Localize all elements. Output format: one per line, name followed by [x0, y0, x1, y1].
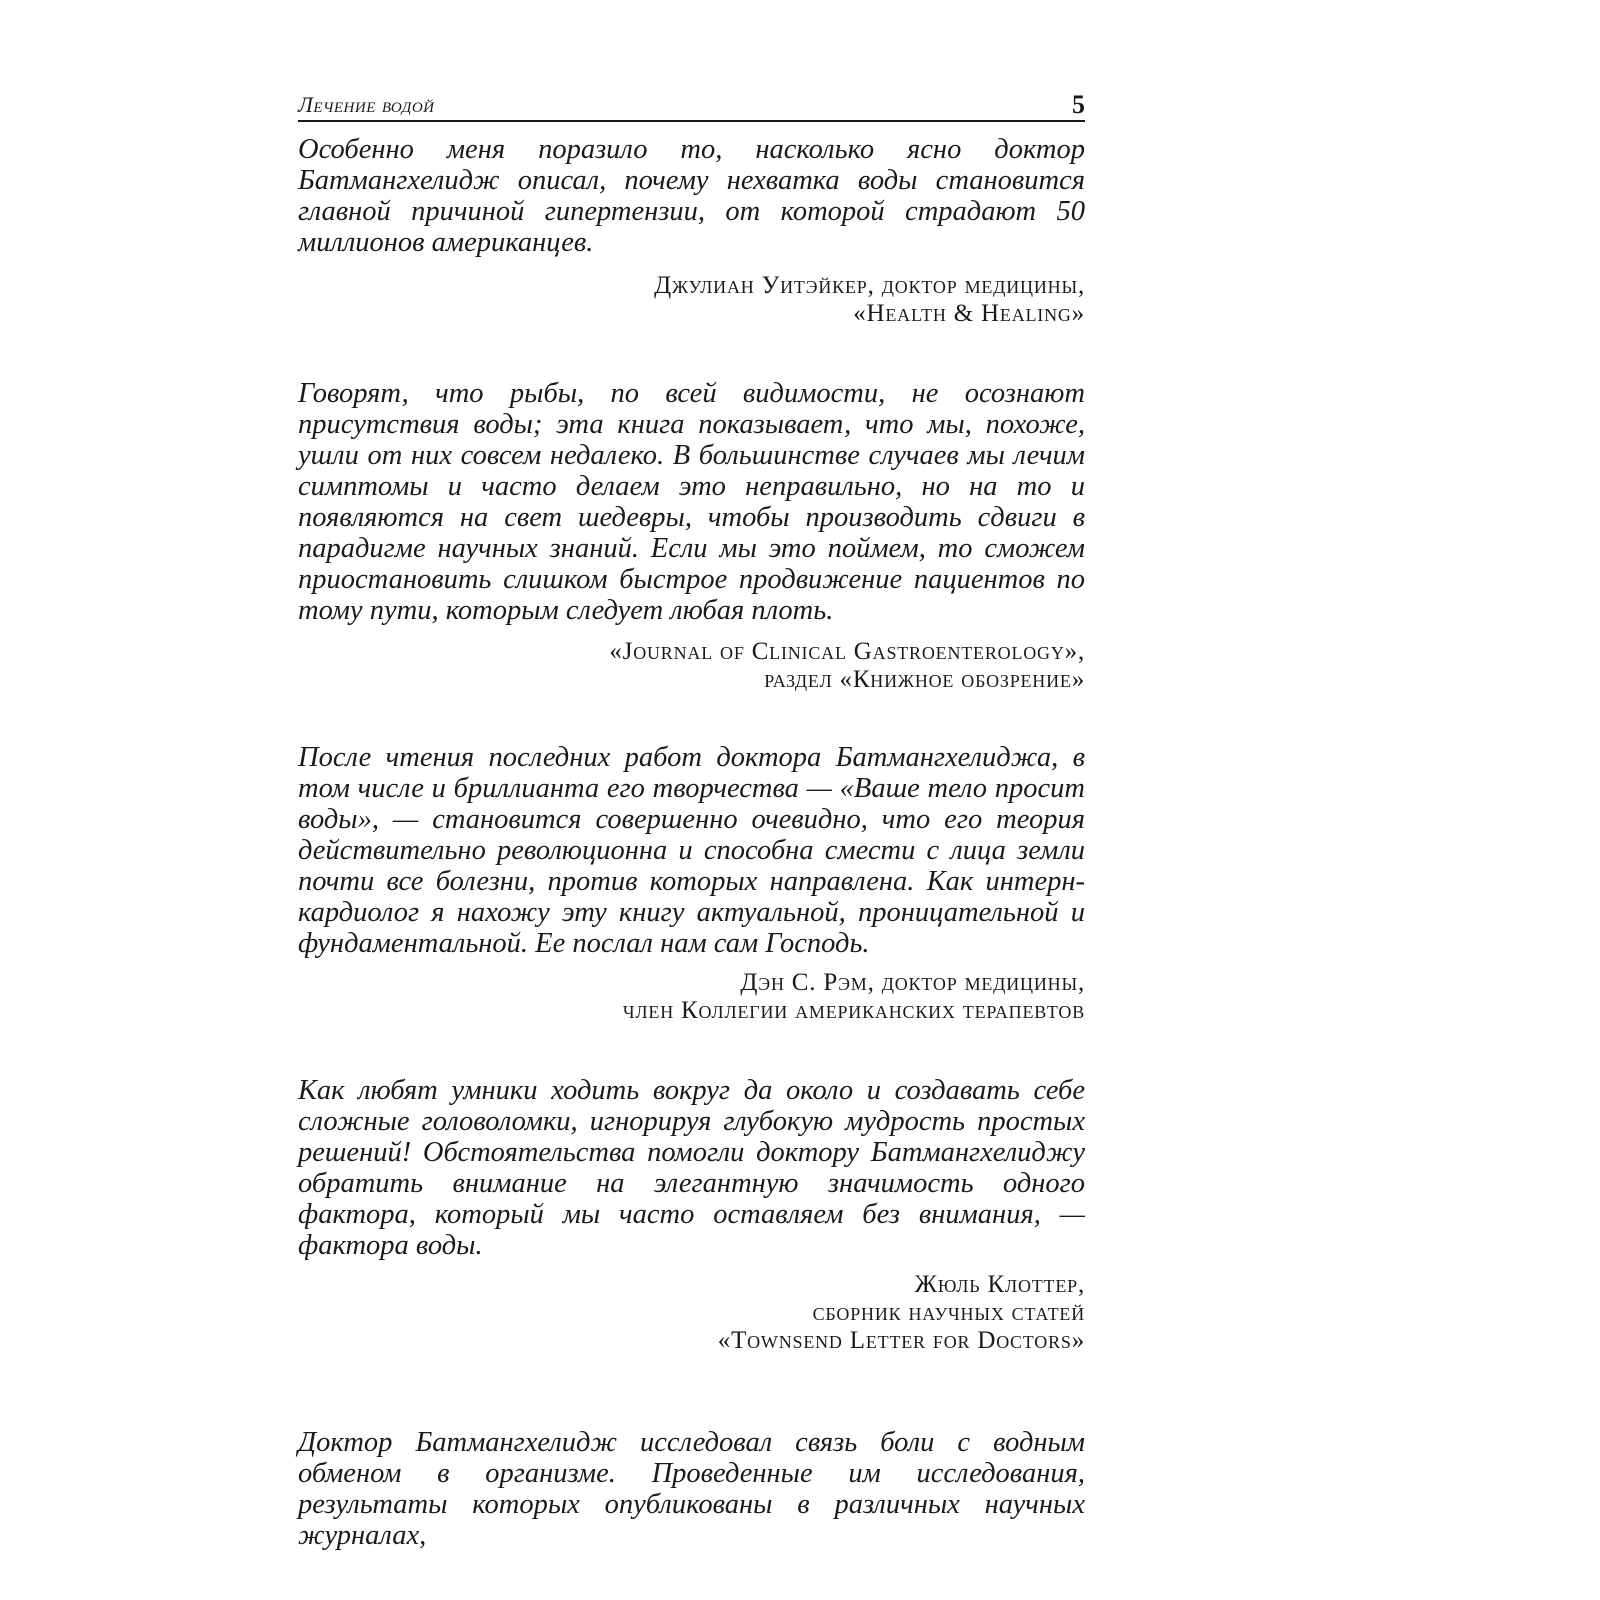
running-head	[298, 86, 1085, 122]
quote-attribution	[298, 272, 1085, 328]
attribution-line: «Journal of Clinical Gastroenterology»,	[609, 638, 1085, 665]
attribution-line: член Коллегии американских терапевтов	[622, 997, 1085, 1024]
page-number: 5	[1072, 90, 1085, 119]
quote-text: Доктор Батмангхелидж исследовал связь боли с водным обменом в организме. Проведенные им исследования, результаты которых опубликованы в различных научных журналах,	[298, 1427, 1085, 1551]
attribution-line: Жюль Клоттер,	[914, 1271, 1085, 1298]
quote-attribution	[298, 969, 1085, 1025]
quote-attribution	[298, 638, 1085, 694]
attribution-line: «Townsend Letter for Doctors»	[717, 1327, 1085, 1354]
attribution-line: Дэн С. Рэм, доктор медицины,	[740, 969, 1085, 996]
running-title: Лечение водой	[298, 92, 435, 117]
quote-attribution	[298, 1271, 1085, 1355]
attribution-line: раздел «Книжное обозрение»	[764, 666, 1085, 693]
attribution-line: «Health & Healing»	[853, 300, 1085, 327]
quote-text: Особенно меня поразило то, насколько ясно доктор Батмангхелидж описал, почему нехватка воды становится главной причиной гипертензии, от которой страдают 50 миллионов американцев.	[298, 134, 1085, 258]
quote-text: Как любят умники ходить вокруг да около и создавать себе сложные головоломки, игнорируя глубокую мудрость простых решений! Обстоятельства помогли доктору Батмангхелиджу обратить внимание на элегантную значимость одного фактора, который мы часто оставляем без внимания, — фактора воды.	[298, 1075, 1085, 1261]
quote-text: Говорят, что рыбы, по всей видимости, не осознают присутствия воды; эта книга показывает, что мы, похоже, ушли от них совсем недалеко. В большинстве случаев мы лечим симптомы и часто делаем это неправильно, но на то и появляются на свет шедевры, чтобы производить сдвиги в парадигме научных знаний. Если мы это поймем, то сможем приостановить слишком быстрое продвижение пациентов по тому пути, которым следует любая плоть.	[298, 378, 1085, 626]
book-page	[298, 86, 1085, 1551]
quote-text: После чтения последних работ доктора Батмангхелиджа, в том числе и бриллианта его творчества — «Ваше тело просит воды», — становится совершенно очевидно, что его теория действительно революционна и способна смести с лица земли почти все болезни, против которых направлена. Как интерн-кардиолог я нахожу эту книгу актуальной, проницательной и фундаментальной. Ее послал нам сам Господь.	[298, 742, 1085, 959]
attribution-line: Джулиан Уитэйкер, доктор медицины,	[654, 272, 1085, 299]
attribution-line: сборник научных статей	[812, 1299, 1085, 1326]
